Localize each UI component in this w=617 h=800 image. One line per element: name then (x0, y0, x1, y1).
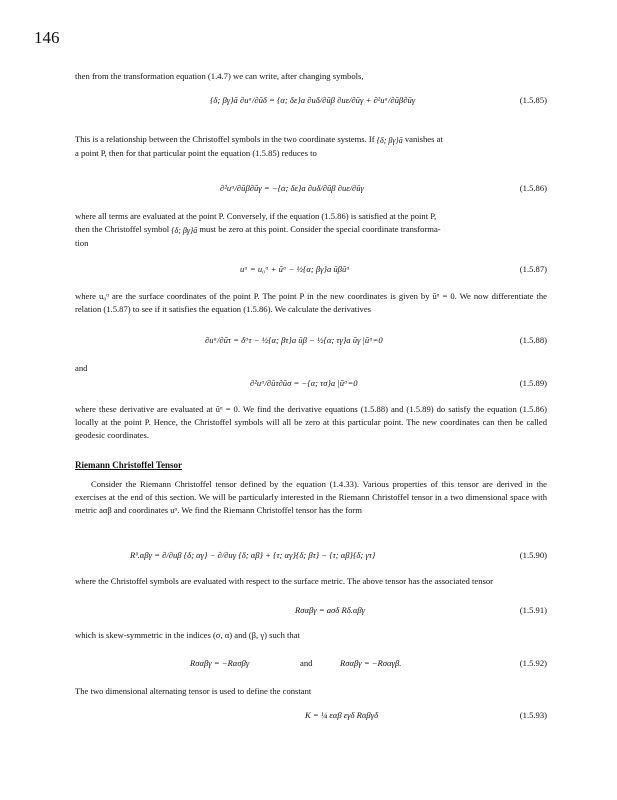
equation-1-5-86 (60, 183, 547, 203)
paragraph-surface-metric: where the Christoffel symbols are evaluated with respect to the surface metric. The above tensor has the associated tensor (75, 576, 494, 586)
equation-body: uᵅ = u₀ᵅ + ūᵅ − ½{α; βγ}a ūβūᵅ (240, 264, 350, 274)
text-span: then the Christoffel symbol (75, 224, 170, 234)
equation-part-right: Rσαβγ = −Rσαγβ. (340, 658, 402, 668)
equation-tag: (1.5.90) (519, 550, 547, 560)
page-number: 146 (34, 28, 60, 47)
equation-1-5-85 (60, 95, 547, 115)
text-span: must be zero at this point. Consider the special coordinate transforma- (199, 224, 441, 234)
equation-body: ∂uᵅ/∂ūτ = δᵅτ − ½{α; βτ}a ūβ − ½{α; τγ}a ūγ |ūᵅ=0 (205, 335, 383, 345)
paragraph-surface-coordinates: where u₀ᵅ are the surface coordinates of the point P. The point P in the new coordinates is given by ūᵅ = 0. We now differentiate the relation (1.5.87) to see if it satisfies the equation (1.5.86). We calculate the derivatives (75, 291, 547, 314)
paragraph-relationship (75, 133, 547, 160)
text-span: This is a relationship between the Christoffel symbols in the two coordinate systems. If (75, 134, 375, 144)
text-span: a point P, then for that particular point the equation (1.5.85) reduces to (75, 147, 317, 158)
equation-tag: (1.5.89) (519, 378, 547, 388)
equation-body: Rᵟ.αβγ = ∂/∂uβ {δ; αγ} − ∂/∂uγ {δ; αβ} + {τ; αγ}{δ; βτ} − {τ; αβ}{δ; γτ} (130, 550, 376, 560)
christoffel-symbol-inline: {δ; βγ}ā (171, 225, 198, 235)
text-span: tion (75, 237, 89, 248)
equation-connector: and (300, 658, 313, 668)
section-heading: Riemann Christoffel Tensor (75, 460, 183, 470)
equation-1-5-89 (60, 378, 547, 396)
equation-tag: (1.5.86) (519, 183, 547, 193)
equation-body: Rσαβγ = aσδ Rδ.αβγ (295, 605, 366, 615)
equation-tag: (1.5.92) (519, 658, 547, 668)
equation-tag: (1.5.91) (519, 605, 547, 615)
equation-body: ∂²uᵅ/∂ūβ∂ūγ = −{α; δε}a ∂uδ/∂ūβ ∂uε/∂ūγ (220, 183, 364, 193)
equation-body: {δ; βγ}ā ∂uᵅ/∂ūδ = {α; δε}a ∂uδ/∂ūβ ∂uε/∂ūγ + ∂²uᵅ/∂ūβ∂ūγ (210, 95, 416, 105)
equation-tag: (1.5.88) (519, 335, 547, 345)
text-span: where all terms are evaluated at the point P. Conversely, if the equation (1.5.86) is satisfied at the point P, (75, 211, 437, 221)
paragraph-skew-symmetric: which is skew-symmetric in the indices (σ, α) and (β, γ) such that (75, 630, 300, 640)
equation-1-5-91 (60, 605, 547, 621)
equation-1-5-92 (60, 658, 547, 674)
paragraph-conversely (75, 210, 547, 250)
equation-tag: (1.5.85) (519, 95, 547, 105)
paragraph-geodesic: where these derivative are evaluated at ūᵅ = 0. We find the derivative equations (1.5.88) and (1.5.89) do satisfy the equation (1.5.86) locally at the point P. Hence, the Christoffel symbols will all be zero at this particular point. The new coordinates can then be called geodesic coordinates. (75, 404, 547, 440)
paragraph-alternating-tensor: The two dimensional alternating tensor is used to define the constant (75, 686, 312, 696)
equation-1-5-90 (60, 550, 547, 568)
equation-body: K = ¼ εαβ εγδ Rαβγδ (305, 710, 379, 720)
equation-1-5-93 (60, 710, 547, 728)
text-span: vanishes at (404, 134, 443, 144)
equation-1-5-87 (60, 264, 547, 282)
equation-body: ∂²uᵅ/∂ūτ∂ūσ = −{α; τσ}a |ūᵅ=0 (250, 378, 358, 388)
equation-1-5-88 (60, 335, 547, 353)
equation-tag: (1.5.87) (519, 264, 547, 274)
paragraph-and: and (75, 363, 88, 373)
equation-tag: (1.5.93) (519, 710, 547, 720)
paragraph-intro: then from the transformation equation (1.4.7) we can write, after changing symbols, (75, 71, 364, 81)
christoffel-symbol-inline: {δ; βγ}ā (376, 135, 403, 145)
paragraph-riemann: Consider the Riemann Christoffel tensor defined by the equation (1.4.33). Various properties of this tensor are derived in the exercises at the end of this section. We will be particularly interested in the Riemann Christoffel tensor in a two dimensional space with metric aαβ and coordinates uᵅ. We find the Riemann Christoffel tensor has the form (75, 479, 547, 515)
equation-part-left: Rσαβγ = −Rασβγ (190, 658, 250, 668)
